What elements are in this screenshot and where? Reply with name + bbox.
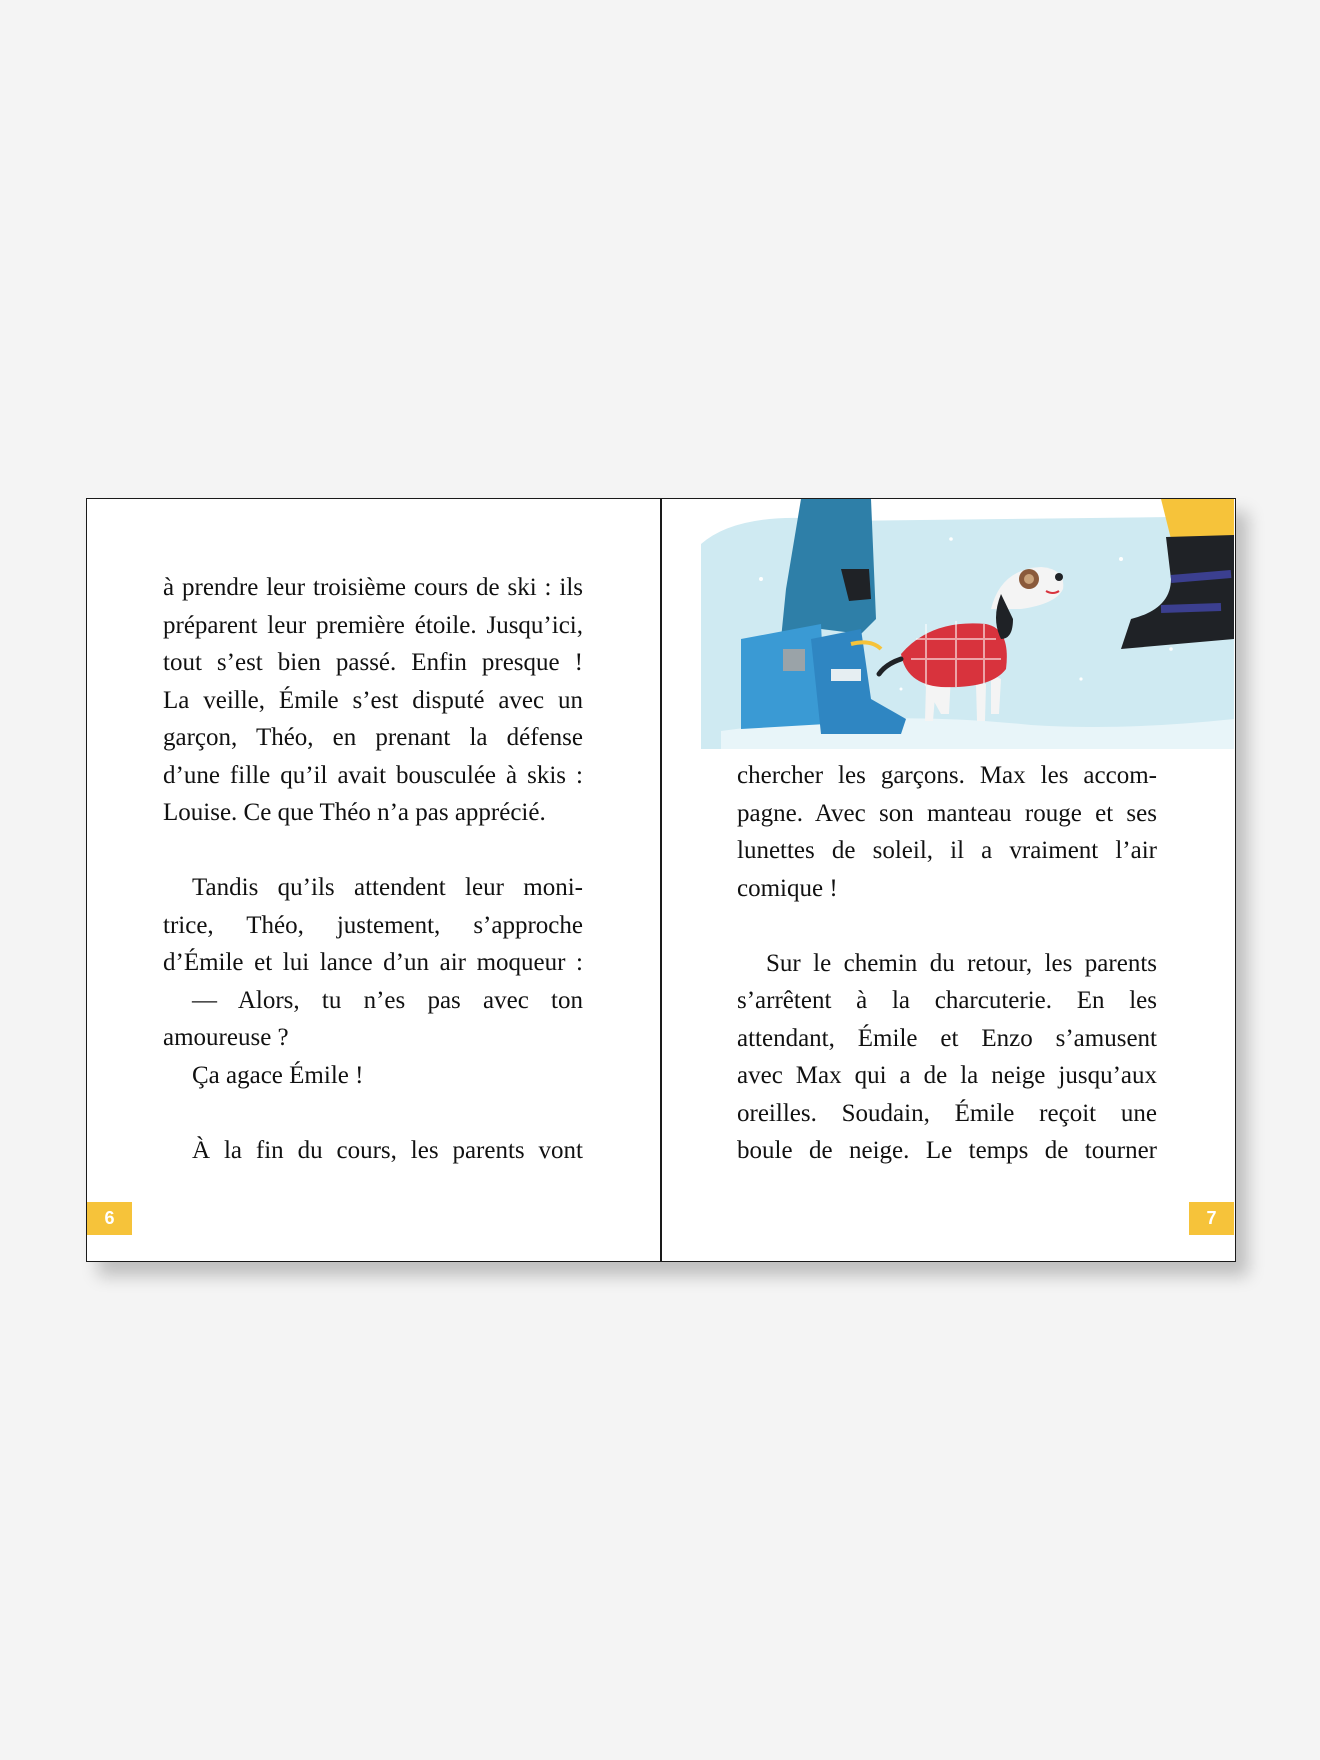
text-line: tout s’est bien passé. Enfin presque ! xyxy=(163,649,583,676)
paragraph-gap xyxy=(163,1094,583,1132)
page-number-right: 7 xyxy=(1189,1202,1234,1235)
text-line: pagne. Avec son manteau rouge et ses xyxy=(737,799,1157,827)
text-line: Tandis qu’ils attendent leur moni- xyxy=(192,874,583,901)
text-line: boule de neige. Le temps de tourner xyxy=(737,1137,1157,1164)
text-line: garçon, Théo, en prenant la défense xyxy=(163,724,583,751)
text-line: d’Émile et lui lance d’un air moqueur : xyxy=(163,949,583,976)
text-line: À la fin du cours, les parents vont xyxy=(192,1136,583,1164)
paragraph-gap xyxy=(163,832,583,870)
right-page-text xyxy=(737,757,1157,1170)
text-line: — Alors, tu n’es pas avec ton xyxy=(192,986,583,1014)
text-line: Louise. Ce que Théo n’a pas apprécié. xyxy=(163,799,546,826)
page-number-left: 6 xyxy=(87,1202,132,1235)
right-page xyxy=(661,499,1234,1261)
text-line: La veille, Émile s’est disputé avec un xyxy=(163,686,583,714)
left-page-text xyxy=(163,569,583,1169)
text-line: comique ! xyxy=(737,874,838,902)
text-line: amoureuse ? xyxy=(163,1024,289,1051)
text-line: lunettes de soleil, il a vraiment l’air xyxy=(737,837,1157,864)
left-page xyxy=(87,499,660,1261)
text-line: chercher les garçons. Max les accom- xyxy=(737,762,1157,789)
text-line: préparent leur première étoile. Jusqu’ici, xyxy=(163,611,583,639)
text-line: trice, Théo, justement, s’approche xyxy=(163,911,583,939)
text-line: à prendre leur troisième cours de ski : ils xyxy=(163,574,583,601)
text-line: Sur le chemin du retour, les parents xyxy=(766,949,1157,977)
text-line: attendant, Émile et Enzo s’amusent xyxy=(737,1024,1157,1052)
paragraph-gap xyxy=(737,907,1157,945)
text-line: Ça agace Émile ! xyxy=(192,1061,364,1089)
text-line: avec Max qui a de la neige jusqu’aux xyxy=(737,1062,1157,1089)
text-line: s’arrêtent à la charcuterie. En les xyxy=(737,987,1157,1014)
text-line: d’une fille qu’il avait bousculée à skis : xyxy=(163,761,583,789)
book-spread xyxy=(86,498,1236,1262)
text-line: oreilles. Soudain, Émile reçoit une xyxy=(737,1099,1157,1127)
illustration-dog-snow xyxy=(701,499,1234,749)
yellow-jacket xyxy=(1161,499,1234,542)
